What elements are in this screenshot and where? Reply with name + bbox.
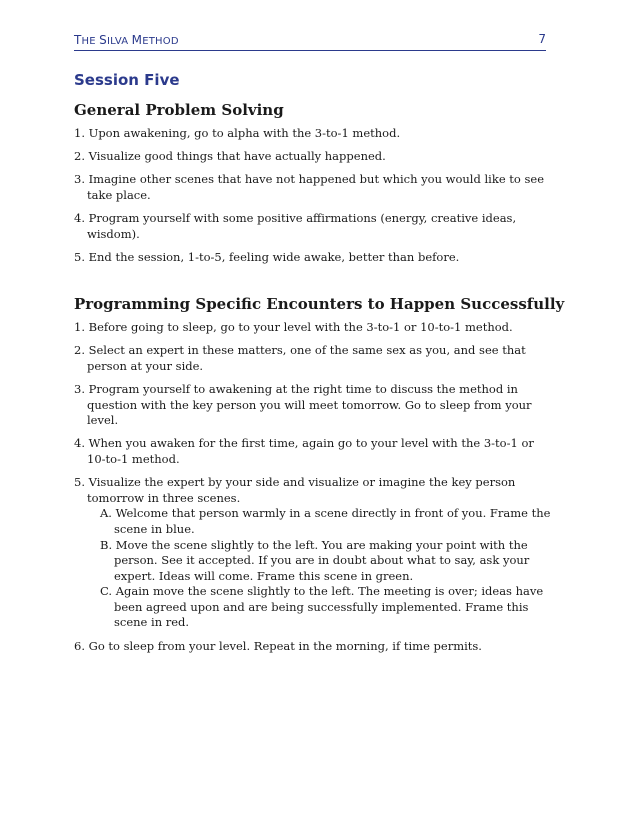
running-title-initial: M	[131, 33, 143, 47]
section-heading-general-problem-solving: General Problem Solving	[74, 101, 284, 119]
list-item: 4. Program yourself with some positive affirmations (energy, creative ideas, wisdom).	[74, 211, 517, 241]
sub-list-item: A. Welcome that person warmly in a scene directly in front of you. Frame the scene in blue.	[100, 506, 551, 536]
running-title-rest: ETHOD	[142, 36, 179, 47]
running-title	[74, 33, 179, 47]
list-item-text: 5. Visualize the expert by your side and visualize or imagine the key person tomorrow in three scenes.	[74, 475, 516, 505]
list-item	[74, 475, 554, 631]
scene-sublist	[87, 506, 554, 631]
list-item: 1. Upon awakening, go to alpha with the 3-to-1 method.	[74, 126, 401, 140]
list-item: 2. Select an expert in these matters, one of the same sex as you, and see that person at your side.	[74, 343, 526, 373]
list-item: 6. Go to sleep from your level. Repeat in the morning, if time permits.	[74, 638, 482, 653]
session-title: Session Five	[74, 71, 180, 89]
list-item: 3. Program yourself to awakening at the right time to discuss the method in question with the key person you will meet tomorrow. Go to sleep from your level.	[74, 381, 532, 428]
running-title-rest: ILVA	[107, 36, 129, 47]
list-item: 1. Before going to sleep, go to your level with the 3-to-1 or 10-to-1 method.	[74, 320, 513, 334]
section-heading-programming-encounters: Programming Specific Encounters to Happen Successfully	[74, 295, 565, 313]
programming-encounters-list	[74, 320, 554, 662]
general-problem-solving-list	[74, 126, 554, 273]
running-title-rest: HE	[81, 36, 96, 47]
running-title-initial: T	[74, 33, 82, 47]
running-title-initial: S	[99, 33, 107, 47]
list-item: 5. End the session, 1-to-5, feeling wide awake, better than before.	[74, 249, 460, 264]
list-item: 2. Visualize good things that have actually happened.	[74, 149, 386, 164]
page-number: 7	[538, 32, 546, 46]
list-item: 4. When you awaken for the first time, again go to your level with the 3-to-1 or 10-to-1 method.	[74, 436, 534, 466]
running-header	[74, 33, 546, 49]
sub-list-item: B. Move the scene slightly to the left. You are making your point with the person. See it accepted. If you are in doubt about what to say, ask your expert. Ideas will come. Frame this scene in green.	[100, 537, 530, 583]
sub-list-item: C. Again move the scene slightly to the left. The meeting is over; ideas have been agreed upon and are being successfully implemented. Frame this scene in red.	[100, 584, 544, 630]
list-item: 3. Imagine other scenes that have not happened but which you would like to see take place.	[74, 172, 545, 202]
header-rule	[74, 50, 546, 51]
